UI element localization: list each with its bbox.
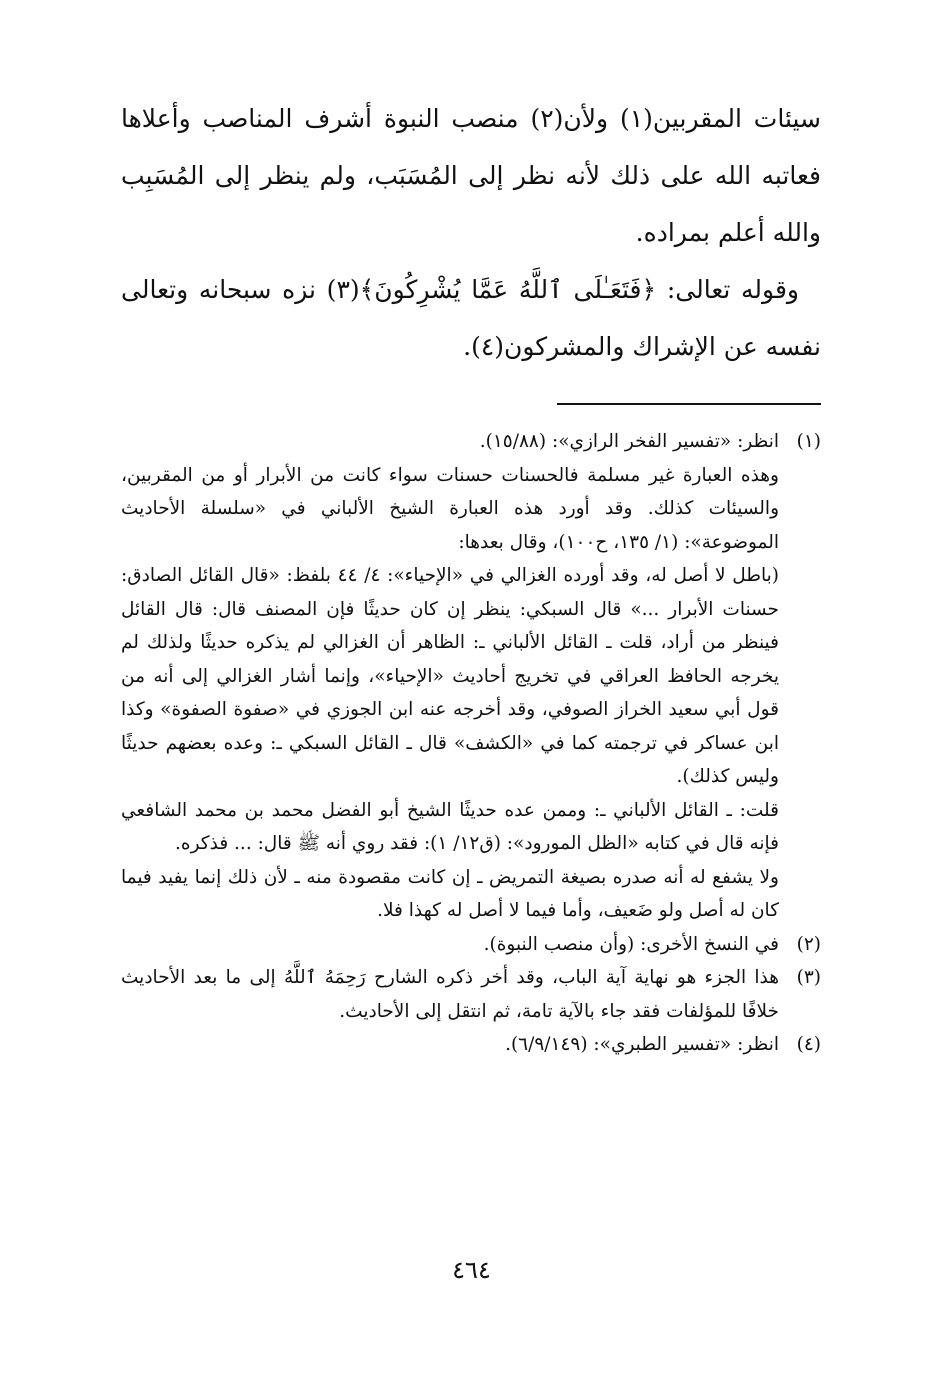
footnote-2 xyxy=(121,928,821,962)
footnote-divider xyxy=(557,403,821,405)
main-paragraph-2: وقوله تعالى: ﴿فَتَعَـٰلَى ٱللَّهُ عَمَّا يُشْرِكُونَ﴾(٣) نزه سبحانه وتعالى نفسه عن الإشراك والمشركون(٤). xyxy=(121,275,821,361)
footnote-paragraph: انظر: «تفسير الطبري»: (٦/٩/١٤٩). xyxy=(505,1034,779,1055)
footnotes xyxy=(121,425,821,1062)
footnote-body xyxy=(121,928,779,962)
footnote-paragraph: هذا الجزء هو نهاية آية الباب، وقد أخر ذكره الشارح رَحِمَهُ ٱللَّهُ إلى ما بعد الأحاديث خلافًا للمؤلفات فقد جاء بالآية تامة، ثم انتقل إلى الأحاديث. xyxy=(121,967,779,1022)
footnote-paragraph: قلت: ـ القائل الألباني ـ: وممن عده حديثًا الشيخ أبو الفضل محمد بن محمد الشافعي فإنه قال في كتابه «الظل المورود»: (ق١٢/ ١): فقد روي أنه ﷺ قال: ... فذكره. xyxy=(121,799,779,854)
footnote-body xyxy=(121,961,779,1028)
footnote-paragraph: ولا يشفع له أنه صدره بصيغة التمريض ـ إن كانت مقصودة منه ـ لأن ذلك إنما يفيد فيما كان له أصل ولو ضَعيف، وأما فيما لا أصل له كهذا فلا. xyxy=(121,866,779,921)
footnote-3 xyxy=(121,961,821,1028)
footnote-number: (١) xyxy=(796,431,821,452)
footnote-number: (٤) xyxy=(796,1034,821,1055)
footnote-number: (٢) xyxy=(796,933,821,955)
footnote-number: (٣) xyxy=(796,967,821,988)
footnote-4 xyxy=(121,1028,821,1062)
footnote-paragraph: انظر: «تفسير الفخر الرازي»: (١٥/٨٨). xyxy=(479,431,779,452)
page-number: ٤٦٤ xyxy=(452,1256,491,1284)
footnote-body xyxy=(121,1028,779,1062)
footnote-paragraph: وهذه العبارة غير مسلمة فالحسنات حسنات سواء كانت من الأبرار أو من المقربين، والسيئات كذلك. وقد أورد هذه العبارة الشيخ الألباني في «سلسلة الأحاديث الموضوعة»: (١/ ١٣٥، ح١٠٠)، وقال بعدها: xyxy=(121,464,779,553)
footnote-1 xyxy=(121,425,821,928)
main-text xyxy=(121,90,821,375)
footnote-body xyxy=(121,425,779,928)
footnote-paragraph: (باطل لا أصل له، وقد أورده الغزالي في «الإحياء»: ٤/ ٤٤ بلفظ: «قال القائل الصادق: حسنات الأبرار ...» قال السبكي: ينظر إن كان حديثًا فإن المصنف قال: قال القائل فينظر من أراد، قلت ـ القائل الألباني ـ: الظاهر أن الغزالي لم يذكره حديثًا ولذلك لم يخرجه الحافظ العراقي في تخريج أحاديث «الإحياء»، وإنما أشار الغزالي إلى أنه من قول أبي سعيد الخراز الصوفي، وقد أخرجه عنه ابن الجوزي في «صفوة الصفوة» وكذا ابن عساكر في ترجمته كما في «الكشف» قال ـ القائل السبكي ـ: وعده بعضهم حديثًا وليس كذلك). xyxy=(121,565,780,787)
main-paragraph-1: سيئات المقربين(١) ولأن(٢) منصب النبوة أشرف المناصب وأعلاها فعاتبه الله على ذلك لأنه نظر إلى المُسَبَب، ولم ينظر إلى المُسَبِب والله أعلم بمراده. xyxy=(121,104,821,247)
footnote-paragraph: في النسخ الأخرى: (وأن منصب النبوة). xyxy=(483,933,779,955)
